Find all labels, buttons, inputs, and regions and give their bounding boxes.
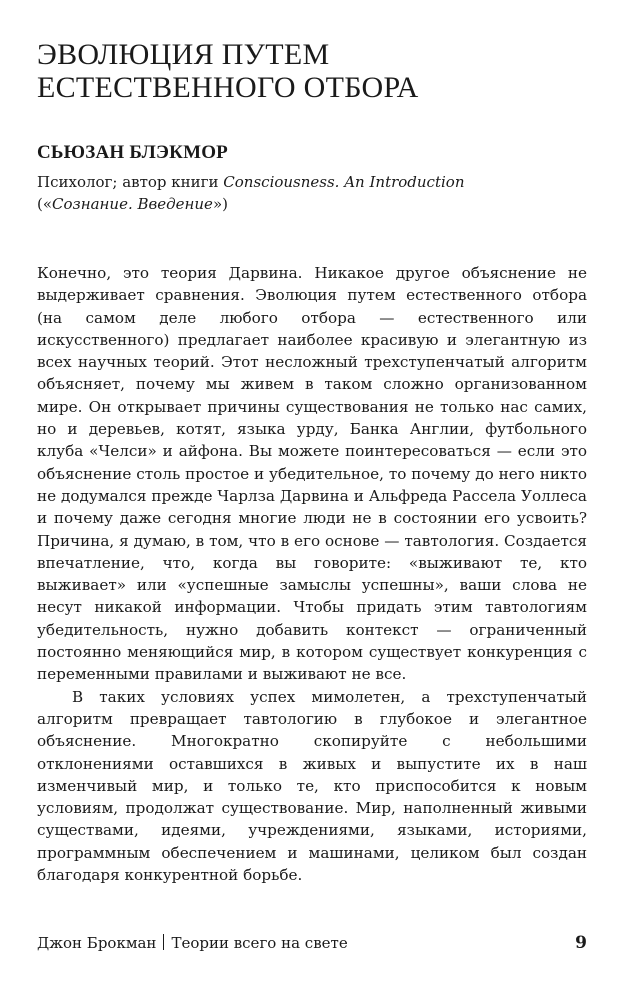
footer-book-author: Джон Брокман (37, 934, 157, 952)
author-bio (37, 171, 597, 215)
author-bio-paren-close: ») (212, 195, 228, 213)
footer-book-title: Теории всего на свете (171, 934, 348, 952)
essay-paragraph-1: Конечно, это теория Дарвина. Никакое другое объяснение не выдерживает сравнения. Эволюция путем естественного отбора (на самом деле любого отбора — естественного или искусственного) предлагает наиболее красивую и элегантную из всех научных теорий. Этот несложный трехступенчатый алгоритм объясняет, почему мы живем в таком сложно организованном мире. Он открывает причины существования не только нас самих, но и деревьев, котят, языка урду, Банка Англии, футбольного клуба «Челси» и айфона. Вы можете поинтересоваться — если это объяснение столь простое и убедительное, то почему до него никто не додумался прежде Чарлза Дарвина и Альфреда Рассела Уоллеса и почему даже сегодня многие люди не в состоянии его усвоить? Причина, я думаю, в том, что в его основе — тавтология. Создается впечатление, что, когда вы говорите: «выживают те, кто выживает» или «успешные замыслы успешны», ваши слова не несут никакой информации. Чтобы придать этим тавтологиям убедительность, нужно добавить контекст — ограниченный постоянно меняющийся мир, в котором существует конкуренция с переменными правилами и выживают не все. (37, 264, 587, 684)
essay-paragraph-2: В таких условиях успех мимолетен, а трехступенчатый алгоритм превращает тавтологию в глубокое и элегантное объяснение. Многократно скопируйте с небольшими отклонениями оставшихся в живых и выпустите их в наш изменчивый мир, и только те, кто приспособится к новым условиям, продолжат существование. Мир, наполненный живыми существами, идеями, учреждениями, языками, историями, программным обеспечением и машинами, целиком был создан благодаря конкурентной борьбе. (37, 687, 587, 885)
author-name: СЬЮЗАН БЛЭКМОР (37, 142, 228, 163)
author-book-title: Consciousness. An Introduction (223, 173, 465, 191)
author-bio-paren-open: (« (37, 195, 53, 213)
running-head (37, 931, 348, 955)
page-number: 9 (575, 933, 587, 953)
chapter-title: ЭВОЛЮЦИЯ ПУТЕМ ЕСТЕСТВЕННОГО ОТБОРА (37, 38, 419, 104)
author-bio-prefix: Психолог; автор книги (37, 173, 224, 191)
author-book-translation: Сознание. Введение (52, 195, 213, 213)
essay-body (37, 262, 587, 886)
page-footer (37, 931, 587, 955)
footer-separator (163, 934, 164, 950)
